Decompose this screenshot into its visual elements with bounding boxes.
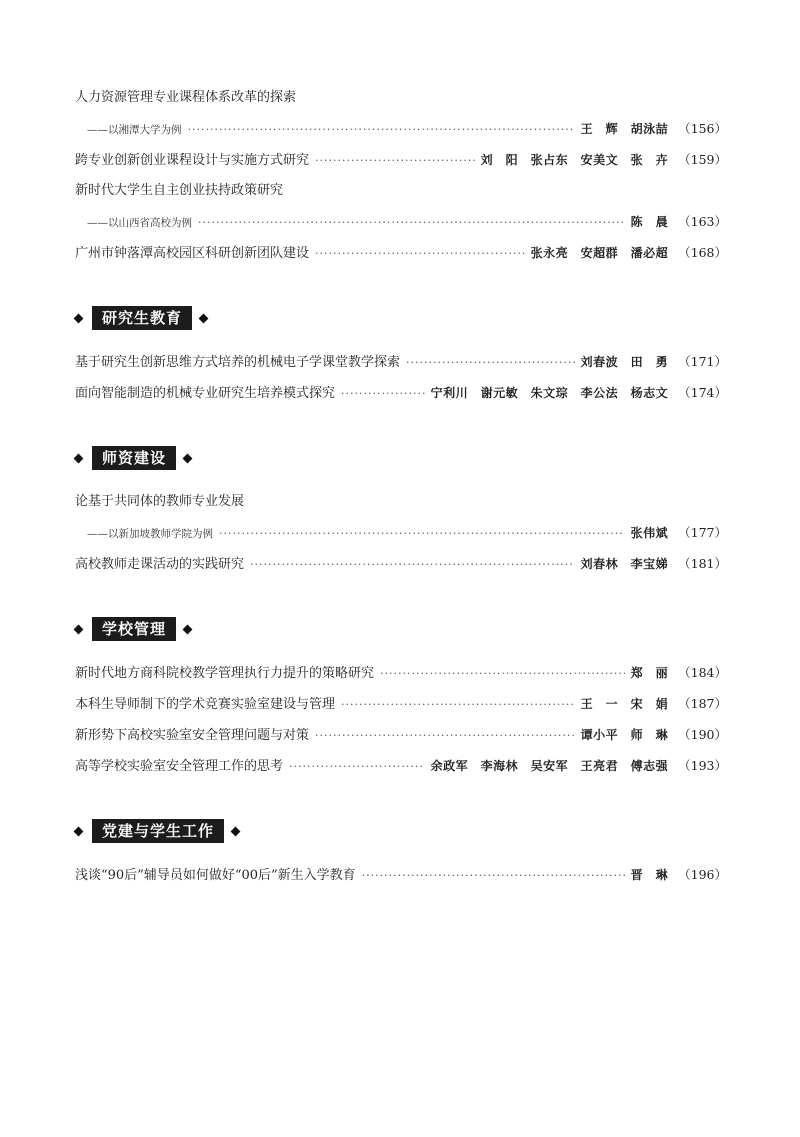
toc-entry-title: 论基于共同体的教师专业发展 <box>75 494 245 509</box>
section-heading: 学校管理 <box>92 617 176 641</box>
toc-entry-authors: 王 辉 胡泳喆 <box>580 122 669 136</box>
toc-entry-page: （181） <box>678 556 727 571</box>
leader-dots <box>250 549 575 580</box>
toc-entry-title: 浅谈“90后”辅导员如何做好“00后”新生入学教育 <box>75 868 356 883</box>
toc-section-0 <box>75 82 727 268</box>
section-heading: 师资建设 <box>92 446 176 470</box>
toc-entry-page: （187） <box>678 696 727 711</box>
toc-entry-title: 基于研究生创新思维方式培养的机械电子学课堂教学探索 <box>75 355 401 370</box>
toc-entry-page: （174） <box>678 385 727 400</box>
toc-entry[interactable] <box>75 548 727 579</box>
toc-entry[interactable] <box>75 113 727 144</box>
toc-entry-title: 人力资源管理专业课程体系改革的探索 <box>75 90 297 105</box>
diamond-icon <box>74 624 84 634</box>
toc-entry-title: 新时代大学生自主创业扶持政策研究 <box>75 183 284 198</box>
toc-entry-authors: 郑 丽 <box>630 666 669 680</box>
diamond-icon <box>74 313 84 323</box>
toc-entry-authors: 宁利川 谢元敏 朱文琮 李公法 杨志文 <box>430 386 669 400</box>
leader-dots <box>362 860 625 891</box>
diamond-icon <box>183 453 193 463</box>
toc-entry-page: （193） <box>678 758 727 773</box>
leader-dots <box>315 145 475 176</box>
section-heading: 研究生教育 <box>92 306 192 330</box>
toc-entry-subtitle: ——以湘潭大学为例 <box>87 124 182 136</box>
toc-section-4 <box>75 811 727 890</box>
section-heading: 党建与学生工作 <box>92 819 224 843</box>
toc-entry-page: （156） <box>678 121 727 136</box>
toc-section-1 <box>75 298 727 408</box>
toc-entry[interactable] <box>75 688 727 719</box>
diamond-icon <box>183 624 193 634</box>
toc-entry[interactable] <box>75 517 727 548</box>
leader-dots <box>315 720 575 751</box>
toc-entry-subtitle: ——以新加坡教师学院为例 <box>87 528 213 540</box>
toc-entry-page: （184） <box>678 665 727 680</box>
diamond-icon <box>74 826 84 836</box>
toc-entry[interactable] <box>75 657 727 688</box>
toc-entry-title: 本科生导师制下的学术竞赛实验室建设与管理 <box>75 697 336 712</box>
leader-dots <box>289 751 425 782</box>
toc-entry[interactable] <box>75 144 727 175</box>
toc-entry[interactable] <box>75 719 727 750</box>
toc-entry-title: 新形势下高校实验室安全管理问题与对策 <box>75 728 310 743</box>
toc-entry[interactable] <box>75 377 727 408</box>
toc-entry[interactable] <box>75 750 727 781</box>
leader-dots <box>198 207 625 238</box>
toc-entry-page: （196） <box>678 867 727 882</box>
leader-dots <box>315 238 525 269</box>
toc-entry-authors: 刘春林 李宝娣 <box>580 557 669 571</box>
leader-dots <box>341 378 425 409</box>
toc-entry-page: （190） <box>678 727 727 742</box>
toc-entry-page: （168） <box>678 245 727 260</box>
toc-entry[interactable] <box>75 346 727 377</box>
diamond-icon <box>199 313 209 323</box>
toc-entry-title: 新时代地方商科院校教学管理执行力提升的策略研究 <box>75 666 375 681</box>
toc-entry-authors: 晋 琳 <box>630 868 669 882</box>
leader-dots <box>380 658 625 689</box>
toc-entry-title: 高等学校实验室安全管理工作的思考 <box>75 759 284 774</box>
toc-entry[interactable] <box>75 859 727 890</box>
toc-entry-authors: 余政军 李海林 吴安军 王亮君 傅志强 <box>430 759 669 773</box>
leader-dots <box>188 114 575 145</box>
toc-entry-page: （163） <box>678 214 727 229</box>
leader-dots <box>406 347 575 378</box>
toc-entry-subtitle: ——以山西省高校为例 <box>87 217 192 229</box>
toc-entry-page: （177） <box>678 525 727 540</box>
leader-dots <box>341 689 575 720</box>
toc-entry-authors: 张伟斌 <box>630 526 669 540</box>
toc-entry-title: 高校教师走课活动的实践研究 <box>75 557 245 572</box>
toc-entry-title: 面向智能制造的机械专业研究生培养模式探究 <box>75 386 336 401</box>
toc-entry-title: 广州市钟落潭高校园区科研创新团队建设 <box>75 246 310 261</box>
table-of-contents <box>75 82 727 890</box>
section-header <box>75 609 727 649</box>
diamond-icon <box>231 826 241 836</box>
toc-entry-page: （171） <box>678 354 727 369</box>
leader-dots <box>219 518 625 549</box>
toc-section-2 <box>75 438 727 579</box>
toc-entry-page: （159） <box>678 152 727 167</box>
toc-entry-authors: 谭小平 师 琳 <box>580 728 669 742</box>
diamond-icon <box>74 453 84 463</box>
toc-entry-authors: 刘春波 田 勇 <box>580 355 669 369</box>
toc-section-3 <box>75 609 727 781</box>
section-header <box>75 811 727 851</box>
toc-entry[interactable] <box>75 237 727 268</box>
toc-entry-authors: 张永亮 安超群 潘必超 <box>530 246 669 260</box>
section-header <box>75 298 727 338</box>
toc-entry-authors: 刘 阳 张占东 安美文 张 卉 <box>480 153 669 167</box>
section-header <box>75 438 727 478</box>
toc-entry-authors: 陈 晨 <box>630 215 669 229</box>
toc-entry-authors: 王 一 宋 娟 <box>580 697 669 711</box>
toc-entry[interactable] <box>75 206 727 237</box>
toc-entry-title: 跨专业创新创业课程设计与实施方式研究 <box>75 153 310 168</box>
